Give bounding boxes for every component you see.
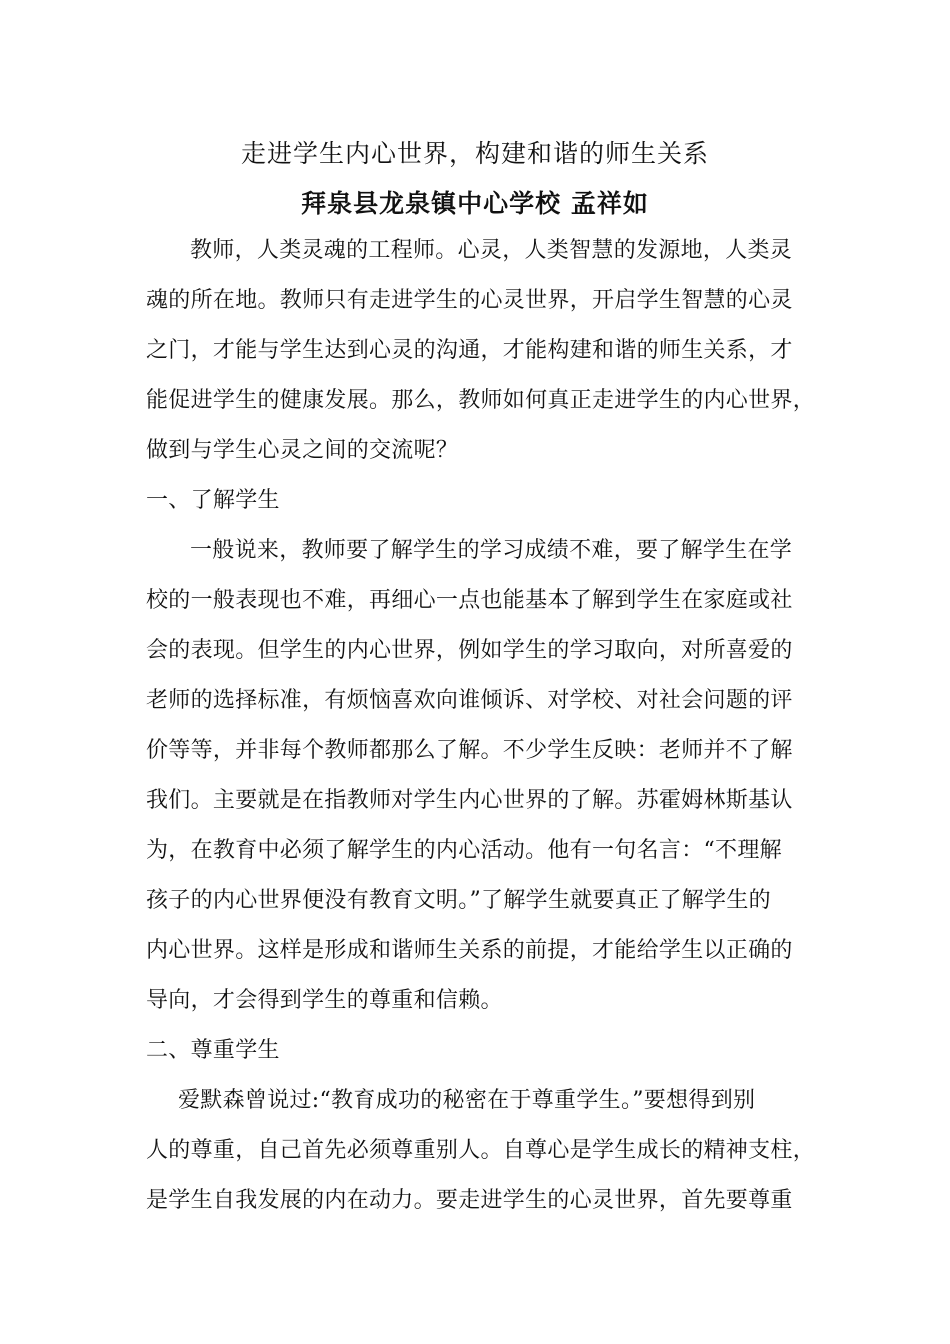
paragraph-line: 教师，人类灵魂的工程师。心灵，人类智慧的发源地，人类灵 [190,238,793,263]
paragraph-line: 校的一般表现也不难，再细心一点也能基本了解到学生在家庭或社 [146,588,793,613]
paragraph-line: 爱默森曾说过:“教育成功的秘密在于尊重学生。”要想得到别 [178,1088,756,1113]
paragraph-line: 导向，才会得到学生的尊重和信赖。 [146,988,503,1013]
section-heading: 二、尊重学生 [146,1038,280,1063]
document-author-line: 拜泉县龙泉镇中心学校 孟祥如 [301,189,649,218]
paragraph-line: 能促进学生的健康发展。那么，教师如何真正走进学生的内心世界， [146,388,816,413]
paragraph-line: 会的表现。但学生的内心世界，例如学生的学习取向，对所喜爱的 [146,638,793,663]
paragraph-line: 是学生自我发展的内在动力。要走进学生的心灵世界，首先要尊重 [146,1188,793,1213]
paragraph-line: 老师的选择标准，有烦恼喜欢向谁倾诉、对学校、对社会问题的评 [146,688,793,713]
document-title: 走进学生内心世界，构建和谐的师生关系 [240,139,709,168]
paragraph-line: 之门，才能与学生达到心灵的沟通，才能构建和谐的师生关系，才 [146,338,793,363]
paragraph-line: 魂的所在地。教师只有走进学生的心灵世界，开启学生智慧的心灵 [146,288,793,313]
paragraph-line: 一般说来，教师要了解学生的学习成绩不难，要了解学生在学 [190,538,793,563]
paragraph-line: 孩子的内心世界便没有教育文明。”了解学生就要真正了解学生的 [146,888,771,913]
section-heading: 一、了解学生 [146,488,280,513]
paragraph-line: 价等等，并非每个教师都那么了解。不少学生反映：老师并不了解 [146,738,793,763]
paragraph-line: 为，在教育中必须了解学生的内心活动。他有一句名言：“不理解 [146,838,782,863]
paragraph-line: 我们。主要就是在指教师对学生内心世界的了解。苏霍姆林斯基认 [146,788,793,813]
paragraph-line: 内心世界。这样是形成和谐师生关系的前提，才能给学生以正确的 [146,938,793,963]
paragraph-line: 人的尊重，自己首先必须尊重别人。自尊心是学生成长的精神支柱， [146,1138,816,1163]
paragraph-line: 做到与学生心灵之间的交流呢？ [146,438,459,463]
